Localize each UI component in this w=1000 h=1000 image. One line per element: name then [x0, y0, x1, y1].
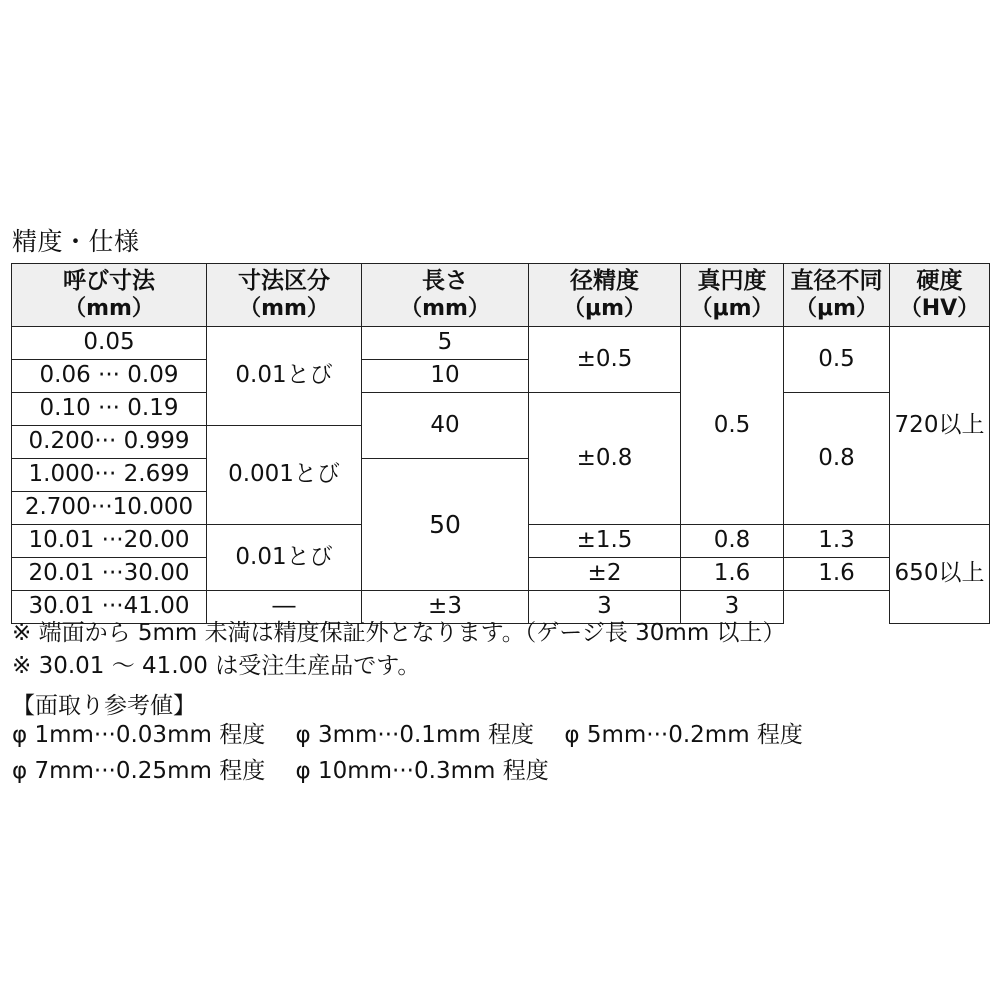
column-header-nominal-size-unit: （mm）: [64, 295, 154, 321]
cell-diameter-variation: 1.3: [784, 525, 890, 558]
cell-nominal-size: 20.01 ···30.00: [12, 558, 207, 591]
chamfer-line: φ 7mm···0.25mm 程度 φ 10mm···0.3mm 程度: [12, 757, 549, 784]
note-line: ※ 30.01 ～ 41.00 は受注生産品です。: [12, 653, 421, 680]
cell-diameter-variation: 1.6: [784, 558, 890, 591]
column-header-size-division: [207, 264, 362, 327]
cell-nominal-size: 0.06 ··· 0.09: [12, 360, 207, 393]
table-header: [12, 264, 990, 327]
cell-roundness: 3: [529, 591, 681, 624]
cell-roundness: 1.6: [681, 558, 784, 591]
table-header-row: [12, 264, 990, 327]
cell-nominal-size: 2.700···10.000: [12, 492, 207, 525]
column-header-diameter-variation: [784, 264, 890, 327]
cell-diameter-accuracy: ±0.5: [529, 327, 681, 393]
table-body: [12, 327, 990, 624]
column-header-size-division-label: 寸法区分: [238, 268, 330, 295]
cell-nominal-size: 0.200··· 0.999: [12, 426, 207, 459]
column-header-roundness-unit: （μm）: [690, 295, 774, 321]
column-header-length: [362, 264, 529, 327]
cell-diameter-variation: 0.5: [784, 327, 890, 393]
specification-table: [11, 263, 990, 624]
cell-size-division: 0.001とび: [207, 426, 362, 525]
cell-size-division: 0.01とび: [207, 327, 362, 426]
column-header-hardness-unit: （HV）: [899, 295, 980, 321]
cell-diameter-accuracy: ±1.5: [529, 525, 681, 558]
cell-roundness: 0.5: [681, 327, 784, 525]
column-header-diameter-accuracy: [529, 264, 681, 327]
cell-diameter-variation: 0.8: [784, 393, 890, 525]
cell-length: 10: [362, 360, 529, 393]
cell-roundness: 0.8: [681, 525, 784, 558]
cell-diameter-variation: 3: [681, 591, 784, 624]
page-title: 精度・仕様: [12, 227, 140, 256]
cell-diameter-accuracy: ±3: [362, 591, 529, 624]
column-header-hardness-label: 硬度: [916, 268, 963, 295]
column-header-length-label: 長さ: [422, 268, 468, 295]
cell-size-division: ―: [207, 591, 362, 624]
column-header-hardness: [890, 264, 990, 327]
table-row: [12, 327, 990, 360]
cell-nominal-size: 10.01 ···20.00: [12, 525, 207, 558]
column-header-diameter-variation-label: 直径不同: [790, 268, 883, 295]
column-header-roundness: [681, 264, 784, 327]
chamfer-line: φ 1mm···0.03mm 程度 φ 3mm···0.1mm 程度 φ 5mm···0.2mm 程度: [12, 722, 803, 748]
column-header-size-division-unit: （mm）: [239, 295, 329, 321]
table-row: [12, 393, 990, 426]
cell-hardness: 650以上: [890, 525, 990, 624]
column-header-length-unit: （mm）: [400, 295, 490, 321]
column-header-diameter-accuracy-unit: （μm）: [562, 295, 647, 321]
chamfer-values: [12, 718, 803, 789]
column-header-diameter-accuracy-label: 径精度: [570, 268, 639, 295]
cell-length: 40: [362, 393, 529, 459]
chamfer-heading: 【面取り参考値】: [12, 693, 196, 719]
cell-length: 5: [362, 327, 529, 360]
cell-hardness: 720以上: [890, 327, 990, 525]
cell-nominal-size: 30.01 ···41.00: [12, 591, 207, 624]
cell-size-division: 0.01とび: [207, 525, 362, 591]
column-header-diameter-variation-unit: （μm）: [794, 295, 879, 321]
column-header-nominal-size: [12, 264, 207, 327]
note-line: ※ 端面から 5mm 未満は精度保証外となります。（ゲージ長 30mm 以上）: [12, 620, 786, 646]
cell-nominal-size: 0.10 ··· 0.19: [12, 393, 207, 426]
cell-diameter-accuracy: ±2: [529, 558, 681, 591]
cell-nominal-size: 0.05: [12, 327, 207, 360]
column-header-nominal-size-label: 呼び寸法: [63, 268, 155, 295]
column-header-roundness-label: 真円度: [697, 268, 767, 295]
cell-diameter-accuracy: ±0.8: [529, 393, 681, 525]
cell-length: 50: [362, 459, 529, 591]
notes-block: [12, 617, 786, 684]
cell-nominal-size: 1.000··· 2.699: [12, 459, 207, 492]
